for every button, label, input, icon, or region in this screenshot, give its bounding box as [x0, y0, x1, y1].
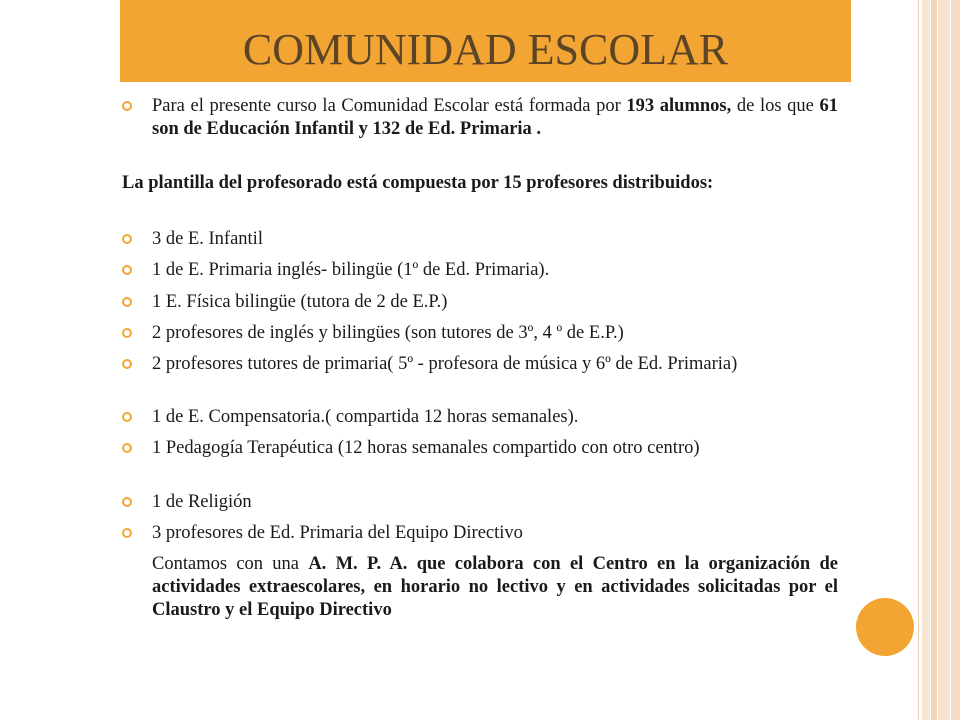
list-item: 1 E. Física bilingüe (tutora de 2 de E.P.) — [152, 292, 448, 312]
intro-text-2: de los que — [731, 96, 820, 116]
list-item: 1 de E. Compensatoria.( compartida 12 horas semanales). — [152, 407, 579, 427]
decorative-circle — [856, 598, 914, 656]
slide-title: COMUNIDAD ESCOLAR — [242, 25, 729, 74]
bullet-icon — [122, 265, 132, 275]
list-item: 3 profesores de Ed. Primaria del Equipo Directivo — [152, 523, 523, 543]
intro-paragraph — [152, 95, 838, 141]
list-item: 2 profesores tutores de primaria( 5º - profesora de música y 6º de Ed. Primaria) — [152, 354, 738, 374]
bullet-icon — [122, 497, 132, 507]
ampa-paragraph — [152, 553, 838, 622]
list-item: 1 de Religión — [152, 492, 252, 512]
bullet-icon — [122, 528, 132, 538]
bullet-icon — [122, 328, 132, 338]
intro-bold-2: 61 son de Educación Infantil y 132 de Ed. Primaria . — [152, 96, 839, 139]
list-item: 2 profesores de inglés y bilingües (son tutores de 3º, 4 º de E.P.) — [152, 323, 624, 343]
bullet-icon — [122, 443, 132, 453]
ampa-bold: A. M. P. A. que colabora con el Centro en la organización de actividades extraescolares, en horario no lectivo y en actividades solicitadas por el Claustro y el Equipo Directivo — [152, 554, 838, 620]
staff-heading: La plantilla del profesorado está compuesta por 15 profesores distribuidos: — [122, 173, 714, 193]
bullet-icon — [122, 234, 132, 244]
intro-bold-1: 193 alumnos, — [626, 96, 732, 116]
intro-text-1: Para el presente curso la Comunidad Escolar está formada por — [152, 96, 627, 116]
bullet-icon — [122, 101, 132, 111]
list-item: 1 de E. Primaria inglés- bilingüe (1º de Ed. Primaria). — [152, 260, 550, 280]
bullet-icon — [122, 412, 132, 422]
list-item: 3 de E. Infantil — [152, 229, 263, 249]
ampa-text: Contamos con una — [152, 554, 309, 574]
bullet-icon — [122, 297, 132, 307]
bullet-icon — [122, 359, 132, 369]
list-item: 1 Pedagogía Terapéutica (12 horas semanales compartido con otro centro) — [152, 438, 700, 458]
